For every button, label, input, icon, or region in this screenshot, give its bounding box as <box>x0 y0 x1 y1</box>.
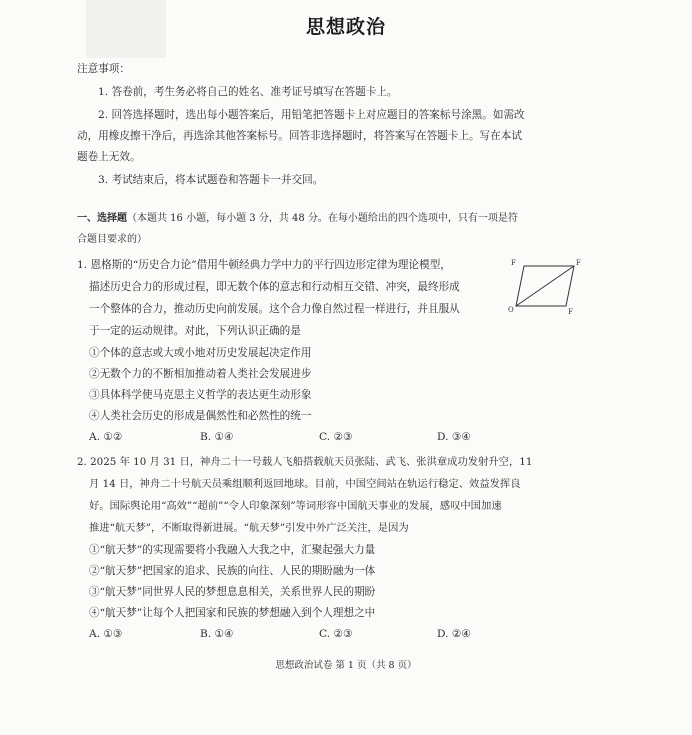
q2-stem-line-3: 好。国际舆论用“高效”“超前”“令人印象深刻”等词形容中国航天事业的发展，感叹中国加速 <box>89 500 502 512</box>
notice-heading: 注意事项： <box>77 63 130 75</box>
q1-statement-2: ②无数个力的不断相加推动着人类社会发展进步 <box>89 368 312 380</box>
q2-statement-4: ④“航天梦”让每个人把国家和民族的梦想融入到个人理想之中 <box>89 607 376 619</box>
section-description-line-2: 合题目要求的） <box>77 234 147 245</box>
notice-item-2-line-1: 2. 回答选择题时，选出每小题答案后，用铅笔把答题卡上对应题目的答案标号涂黑。如需改 <box>98 109 525 121</box>
resultant-force-line <box>516 266 574 306</box>
section-description: （本题共 16 小题，每小题 3 分，共 48 分。在每小题给出的四个选项中，只有一项是符 <box>127 213 518 224</box>
q1-option-a: A. ①② <box>89 431 123 443</box>
label-o: O <box>508 306 514 314</box>
notice-item-2-line-2: 动，用橡皮擦干净后，再选涂其他答案标号。回答非选择题时，将答案写在答题卡上。写在本试 <box>77 130 522 142</box>
q1-option-c: C. ②③ <box>319 431 353 443</box>
label-f2: F <box>511 259 516 267</box>
q2-statement-3: ③“航天梦”同世界人民的梦想息息相关，关系世界人民的期盼 <box>89 586 376 598</box>
page-footer: 思想政治试卷 第 1 页（共 8 页） <box>275 660 417 671</box>
q2-stem-line-1: 2. 2025 年 10 月 31 日，神舟二十一号载人飞船搭载航天员张陆、武飞、张洪章成功发射升空，11 <box>77 456 533 468</box>
q1-stem-line-4: 于一定的运动规律。对此，下列认识正确的是 <box>89 325 301 337</box>
q2-option-b: B. ①④ <box>200 628 234 640</box>
notice-item-2-line-3: 题卷上无效。 <box>77 151 141 163</box>
q1-stem-line-2: 描述历史合力的形成过程，即无数个体的意志和行动相互交错、冲突，最终形成 <box>89 281 460 293</box>
q2-stem-line-4: 推进“航天梦”，不断取得新进展。“航天梦”引发中外广泛关注，是因为 <box>89 522 409 534</box>
notice-item-3: 3. 考试结束后，将本试题卷和答题卡一并交回。 <box>98 174 324 186</box>
q2-statement-1: ①“航天梦”的实现需要将小我融入大我之中，汇聚起强大力量 <box>89 544 376 556</box>
page-title: 思想政治 <box>305 16 386 38</box>
force-parallelogram-diagram <box>508 256 582 316</box>
q1-statement-3: ③具体科学使马克思主义哲学的表达更生动形象 <box>89 389 312 401</box>
q1-option-b: B. ①④ <box>200 431 234 443</box>
q2-option-d: D. ②④ <box>437 628 471 640</box>
q1-option-d: D. ③④ <box>437 431 471 443</box>
q1-statement-4: ④人类社会历史的形成是偶然性和必然性的统一 <box>89 410 312 422</box>
q1-stem-line-1: 1. 恩格斯的“历史合力论”借用牛顿经典力学中力的平行四边形定律为理论模型， <box>77 259 451 271</box>
q2-option-a: A. ①③ <box>89 628 123 640</box>
q1-statement-1: ①个体的意志或大或小地对历史发展起决定作用 <box>89 347 312 359</box>
q2-option-c: C. ②③ <box>319 628 353 640</box>
section-heading-line-1 <box>77 212 518 226</box>
label-f: F <box>576 259 581 267</box>
section-heading: 一、选择题 <box>77 213 127 224</box>
notice-item-1: 1. 答卷前，考生务必将自己的姓名、准考证号填写在答题卡上。 <box>98 86 398 98</box>
q2-statement-2: ②“航天梦”把国家的追求、民族的向往、人民的期盼融为一体 <box>89 565 376 577</box>
q2-stem-line-2: 月 14 日，神舟二十号航天员乘组顺利返回地球。目前，中国空间站在轨运行稳定、效益发挥良 <box>89 478 521 490</box>
label-f1: F <box>568 308 573 316</box>
q1-stem-line-3: 一个整体的合力，推动历史向前发展。这个合力像自然过程一样进行，并且服从 <box>89 303 460 315</box>
